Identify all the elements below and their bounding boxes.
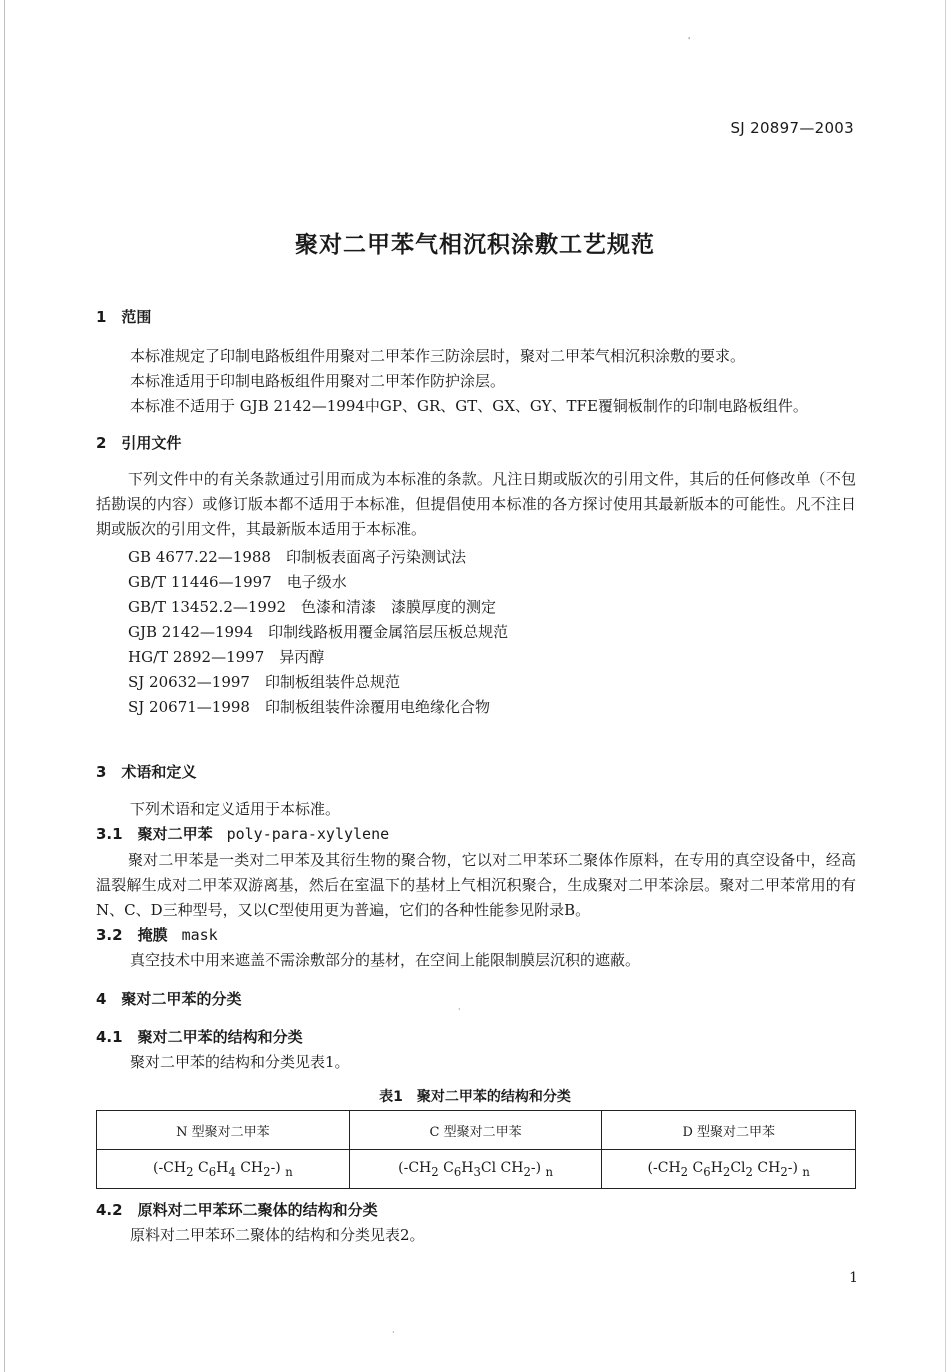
reference-item: SJ 20671—1998 印制板组装件涂覆用电绝缘化合物 — [128, 698, 490, 716]
standard-number: SJ 20897—2003 — [730, 119, 854, 137]
reference-item: HG/T 2892—1997 异丙醇 — [128, 648, 325, 666]
definition-3-1-text: 聚对二甲苯是一类对二甲苯及其衍生物的聚合物，它以对二甲苯环二聚体作原料，在专用的真空设备中，经高温裂解生成对二甲苯双游离基，然后在室温下的基材上气相沉积聚合，生成聚对二甲苯涂层。聚对二甲苯常用的有N、C、D三种型号，又以C型使用更为普遍，它们的各种性能参见附录B。 — [96, 851, 856, 919]
section-1-heading: 1 范围 — [96, 308, 152, 326]
section-3-intro: 下列术语和定义适用于本标准。 — [130, 800, 341, 818]
section-4-1-text: 聚对二甲苯的结构和分类见表1。 — [130, 1053, 350, 1071]
table-row — [97, 1150, 856, 1189]
definition-3-1-heading — [96, 823, 389, 844]
definition-3-1-term: 3.1 聚对二甲苯 — [96, 825, 213, 843]
section-4-1-heading: 4.1 聚对二甲苯的结构和分类 — [96, 1028, 303, 1046]
definition-3-2-heading — [96, 924, 218, 945]
reference-item: GB 4677.22—1988 印制板表面离子污染测试法 — [128, 548, 466, 566]
section-4-heading: 4 聚对二甲苯的分类 — [96, 990, 242, 1008]
table-1 — [96, 1110, 856, 1189]
definition-3-2-term: 3.2 掩膜 — [96, 926, 168, 944]
scan-speck: ' — [688, 36, 691, 45]
scan-edge-right — [945, 0, 946, 1372]
scan-speck: · — [458, 1005, 461, 1014]
table-1-caption: 表1 聚对二甲苯的结构和分类 — [379, 1089, 571, 1105]
reference-item: GJB 2142—1994 印制线路板用覆金属箔层压板总规范 — [128, 623, 509, 641]
table-header-row — [97, 1111, 856, 1150]
reference-item: GB/T 13452.2—1992 色漆和清漆 漆膜厚度的测定 — [128, 598, 497, 616]
formula-d-type: ($-CH_2$ $C_6H_2Cl_2$ $CH_2-$) $_n$ — [602, 1150, 856, 1189]
definition-3-1-english: poly-para-xylylene — [226, 825, 390, 843]
table-header-cell: D 型聚对二甲苯 — [602, 1111, 856, 1150]
page-number: 1 — [849, 1270, 858, 1286]
section-1-p3: 本标准不适用于 GJB 2142—1994中GP、GR、GT、GX、GY、TFE覆铜板制作的印制电路板组件。 — [130, 397, 808, 415]
section-2-intro: 下列文件中的有关条款通过引用而成为本标准的条款。凡注日期或版次的引用文件，其后的任何修改单（不包括勘误的内容）或修订版本都不适用于本标准，但提倡使用本标准的各方探讨使用其最新版本的可能性。凡不注日期或版次的引用文件，其最新版本适用于本标准。 — [96, 470, 856, 538]
scan-speck: · — [392, 1328, 395, 1337]
section-2-heading: 2 引用文件 — [96, 434, 182, 452]
table-header-cell: C 型聚对二甲苯 — [349, 1111, 602, 1150]
formula-n-type: ($-CH_2$ $C_6H_4$ $CH_2-$) $_n$ — [97, 1150, 350, 1189]
page-title: 聚对二甲苯气相沉积涂敷工艺规范 — [295, 232, 655, 258]
section-3-heading: 3 术语和定义 — [96, 763, 197, 781]
formula-c-type: ($-CH_2$ $C_6H_3Cl$ $CH_2-$) $_n$ — [349, 1150, 602, 1189]
section-1-p1: 本标准规定了印制电路板组件用聚对二甲苯作三防涂层时，聚对二甲苯气相沉积涂敷的要求。 — [130, 347, 746, 365]
section-1-p2: 本标准适用于印制电路板组件用聚对二甲苯作防护涂层。 — [130, 372, 506, 390]
section-4-2-text: 原料对二甲苯环二聚体的结构和分类见表2。 — [130, 1226, 425, 1244]
scan-edge-left — [4, 0, 5, 1372]
table-header-cell: N 型聚对二甲苯 — [97, 1111, 350, 1150]
definition-3-2-text: 真空技术中用来遮盖不需涂敷部分的基材，在空间上能限制膜层沉积的遮蔽。 — [130, 951, 641, 969]
definition-3-2-english: mask — [181, 926, 218, 944]
reference-item: GB/T 11446—1997 电子级水 — [128, 573, 347, 591]
reference-item: SJ 20632—1997 印制板组装件总规范 — [128, 673, 400, 691]
section-4-2-heading: 4.2 原料对二甲苯环二聚体的结构和分类 — [96, 1201, 378, 1219]
